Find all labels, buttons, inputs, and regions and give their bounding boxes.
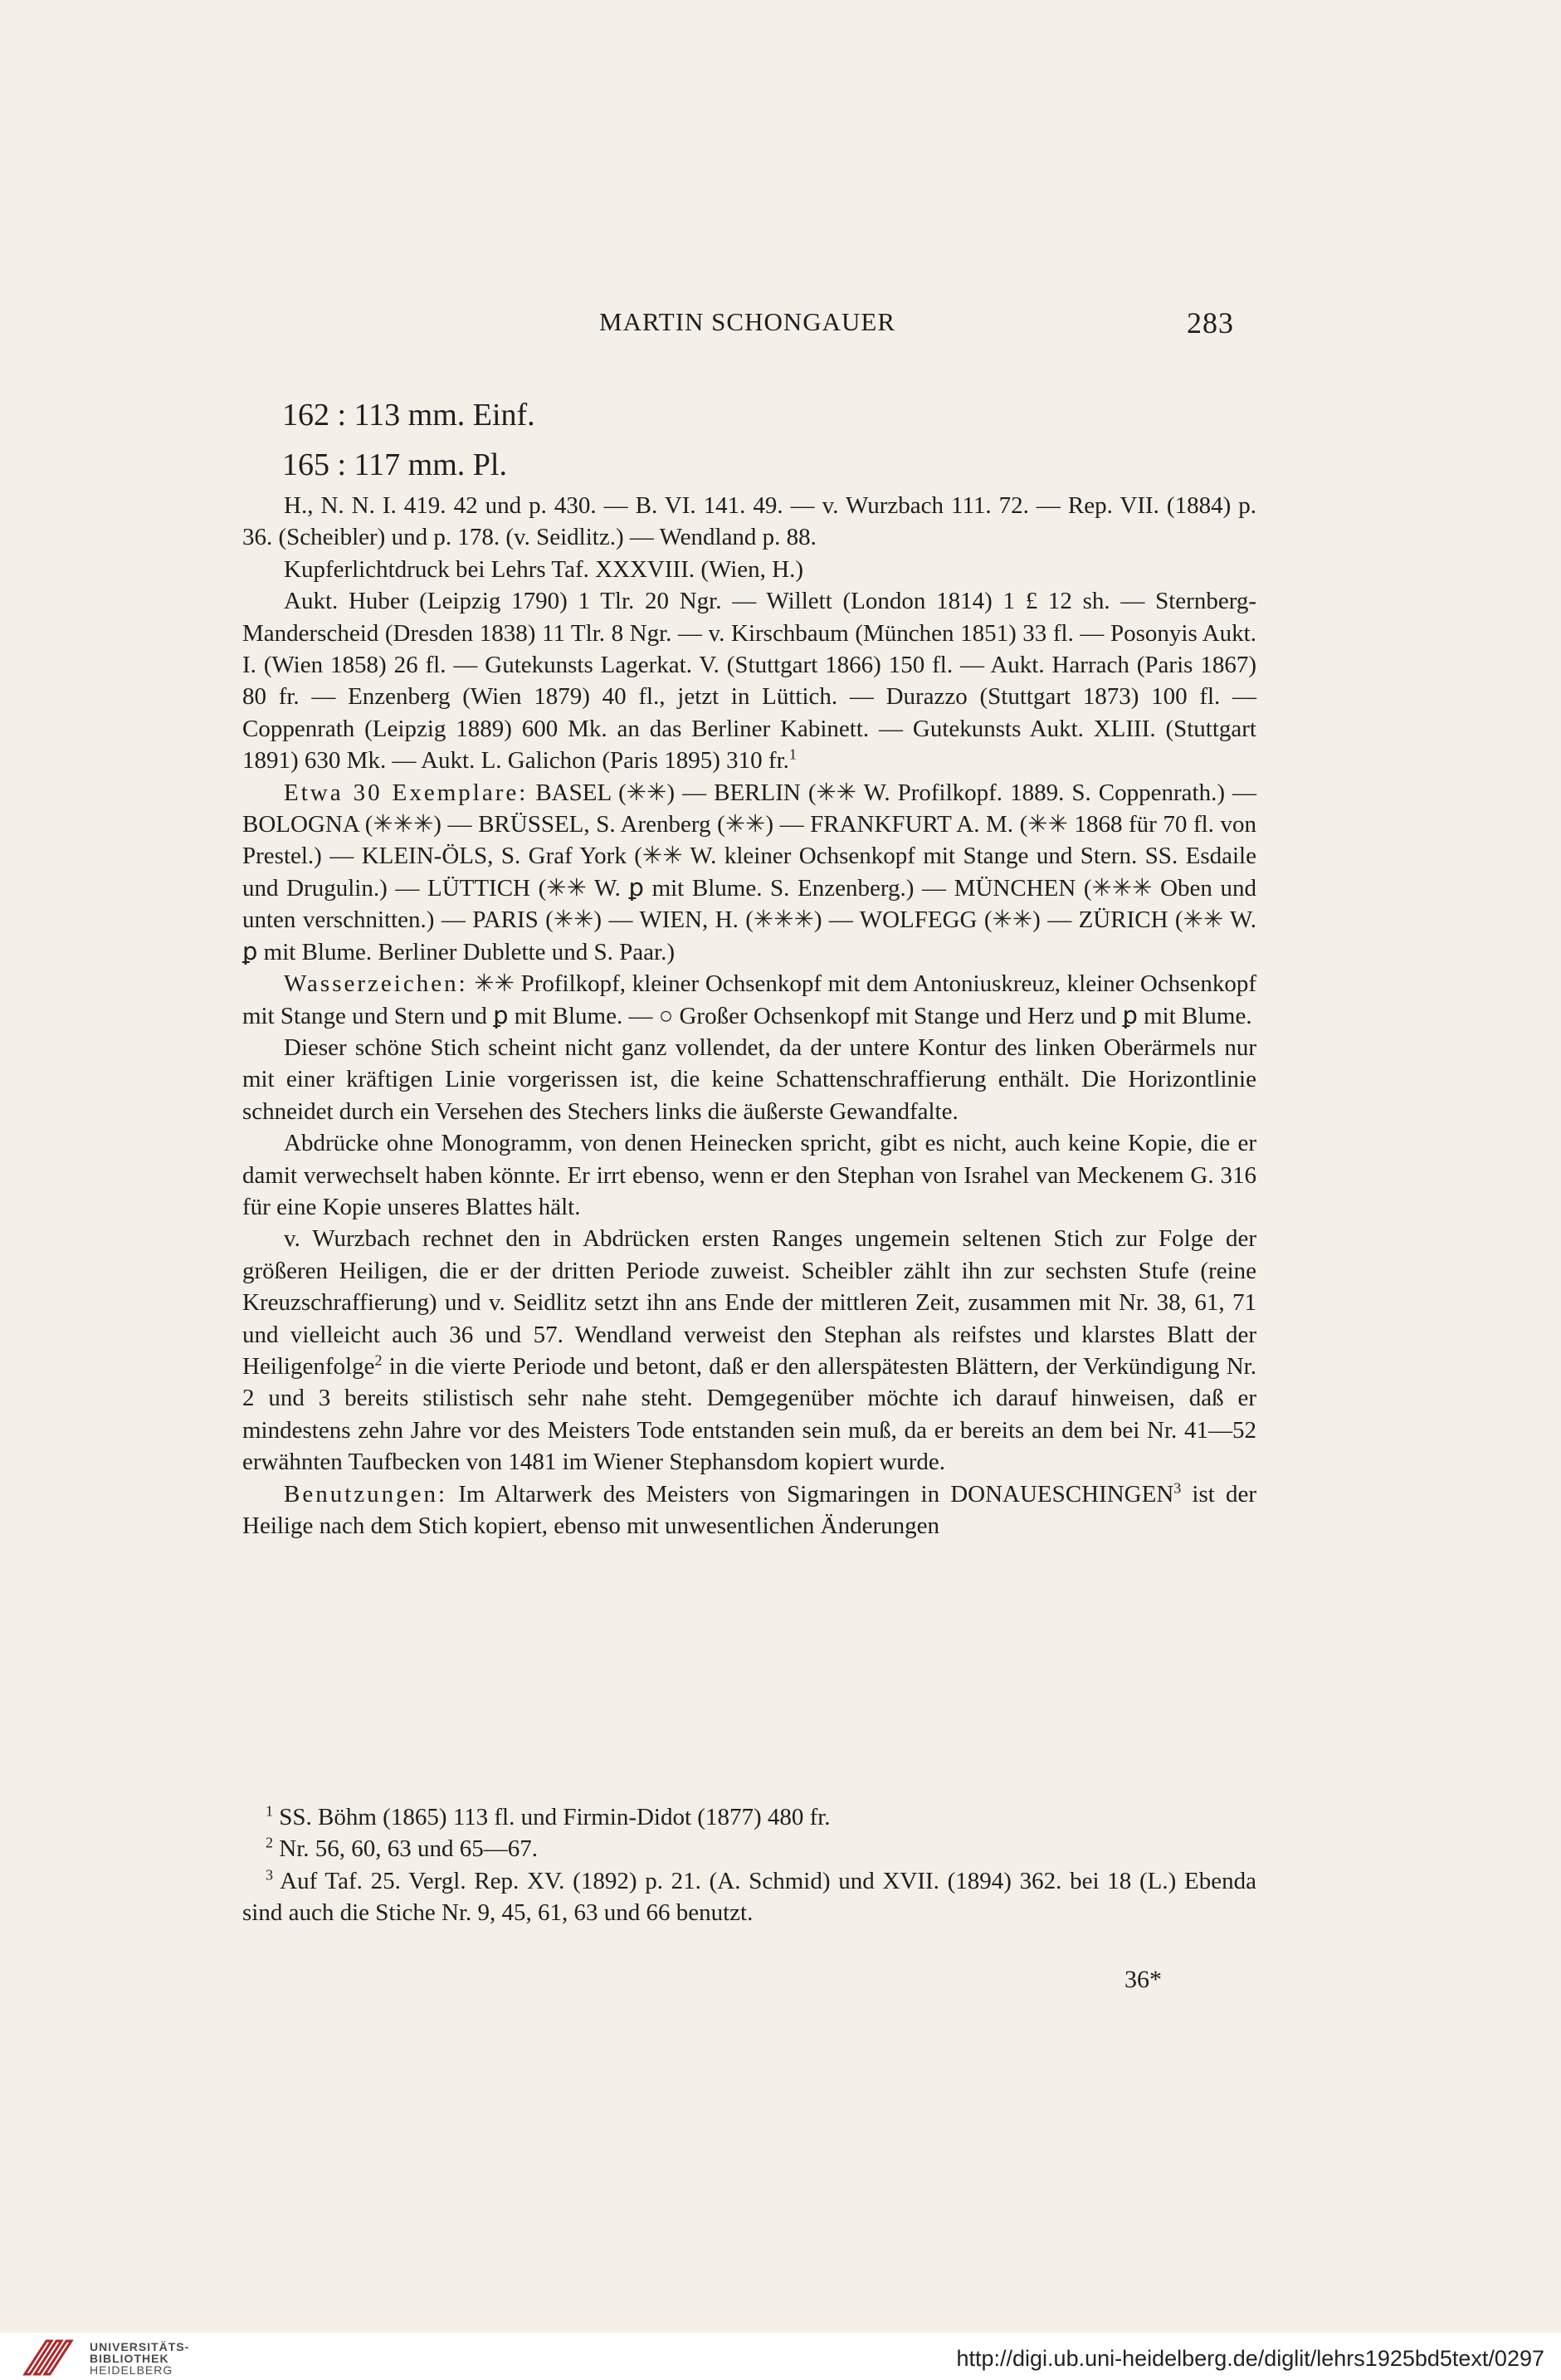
- library-name-line-1: UNIVERSITÄTS-: [90, 2340, 190, 2353]
- footnote-2-number: 2: [266, 1834, 273, 1851]
- footnote-3: [242, 1865, 1256, 1929]
- dimension-line-1: 162 : 113 mm. Einf.: [282, 398, 535, 433]
- watermark-lead: Wasserzeichen:: [284, 970, 468, 998]
- library-name-line-3: HEIDELBERG: [90, 2363, 173, 2377]
- signature-mark: 36*: [1124, 1966, 1162, 1993]
- copies-text: BASEL (✳✳) — BERLIN (✳✳ W. Profilkopf. 1889. S. Coppenrath.) — BOLOGNA (✳✳✳) — BRÜSSEL, S. Arenberg (✳✳) — FRANKFURT A. M. (✳✳ 1868 für 70 fl. von Prestel.) — KLEIN-ÖLS, S. Graf York (✳✳ W. kleiner Ochsenkopf mit Stange und Stern. SS. Esdaile und Drugulin.) — LÜTTICH (✳✳ W. ꝑ mit Blume. S. Enzenberg.) — MÜNCHEN (✳✳✳ Oben und unten verschnitten.) — PARIS (✳✳) — WIEN, H. (✳✳✳) — WOLFEGG (✳✳) — ZÜRICH (✳✳ W. ꝑ mit Blume. Berliner Dublette und S. Paar.): [242, 779, 1257, 965]
- dimension-line-2: 165 : 117 mm. Pl.: [282, 447, 507, 482]
- library-logo-icon: [18, 2336, 76, 2378]
- page-number: 283: [1187, 306, 1234, 340]
- reproduction-paragraph: Kupferlichtdruck bei Lehrs Taf. XXXVIII. (Wien, H.): [284, 555, 803, 583]
- usage-paragraph: [242, 1478, 1256, 1542]
- usage-lead: Benutzungen:: [284, 1480, 448, 1508]
- auction-paragraph: [242, 585, 1256, 776]
- footnotes: [242, 1801, 1256, 1929]
- footnote-3-number: 3: [266, 1866, 273, 1884]
- watermark-paragraph: [242, 968, 1256, 1032]
- footnote-ref-1: 1: [788, 745, 797, 763]
- footnote-ref-2: 2: [374, 1351, 383, 1369]
- body-text: [242, 490, 1256, 1542]
- usage-text-a: Im Altarwerk des Meisters von Sigmaringen in DONAUESCHINGEN: [458, 1480, 1174, 1508]
- dating-paragraph: [242, 1223, 1256, 1478]
- running-title: MARTIN SCHONGAUER: [599, 307, 896, 336]
- impressions-paragraph: Abdrücke ohne Monogramm, von denen Heinecken spricht, gibt es nicht, auch keine Kopie, die er damit verwechselt haben könnte. Er irrt ebenso, wenn er den Stephan von Israhel van Meckenem G. 316 für eine Kopie unseres Blattes hält.: [242, 1130, 1256, 1220]
- references-paragraph: H., N. N. I. 419. 42 und p. 430. — B. VI. 141. 49. — v. Wurzbach 111. 72. — Rep. VII. (1884) p. 36. (Scheibler) und p. 178. (v. Seidlitz.) — Wendland p. 88.: [242, 492, 1256, 551]
- description-paragraph: Dieser schöne Stich scheint nicht ganz vollendet, da der untere Kontur des linken Oberärmels nur mit einer kräftigen Linie vorgerissen ist, die keine Schattenschraffierung enthält. Die Horizontlinie schneidet durch ein Versehen des Stechers links die äußerste Gewandfalte.: [242, 1034, 1256, 1125]
- auction-text: Aukt. Huber (Leipzig 1790) 1 Tlr. 20 Ngr. — Willett (London 1814) 1 £ 12 sh. — Sternberg-Manderscheid (Dresden 1838) 11 Tlr. 8 Ngr. — v. Kirschbaum (München 1851) 33 fl. — Posonyis Aukt. I. (Wien 1858) 26 fl. — Gutekunsts Lagerkat. V. (Stuttgart 1866) 150 fl. — Aukt. Harrach (Paris 1867) 80 fr. — Enzenberg (Wien 1879) 40 fl., jetzt in Lüttich. — Durazzo (Stuttgart 1873) 100 fl. — Coppenrath (Leipzig 1889) 600 Mk. an das Berliner Kabinett. — Gutekunsts Aukt. XLIII. (Stuttgart 1891) 630 Mk. — Aukt. L. Galichon (Paris 1895) 310 fr.: [242, 588, 1256, 775]
- dating-text-a: v. Wurzbach rechnet den in Abdrücken ersten Ranges ungemein seltenen Stich zur Folge der größeren Heiligen, die er der dritten Periode zuweist. Scheibler zählt ihn zur sechsten Stufe (reine Kreuzschraffierung) und v. Seidlitz setzt ihn ans Ende der mittleren Zeit, zusammen mit Nr. 38, 61, 71 und vielleicht auch 36 und 57. Wendland verweist den Stephan als reifstes und klarstes Blatt der Heiligenfolge: [242, 1225, 1256, 1380]
- footnote-2-text: Nr. 56, 60, 63 und 65—67.: [273, 1835, 538, 1863]
- footnote-1-text: SS. Böhm (1865) 113 fl. und Firmin-Didot (1877) 480 fr.: [273, 1804, 831, 1830]
- source-url-link[interactable]: http://digi.ub.uni-heidelberg.de/diglit/lehrs1925bd5text/0297: [956, 2346, 1544, 2371]
- dating-text-b: in die vierte Periode und betont, daß er den allerspätesten Blättern, der Verkündigung Nr. 2 und 3 bereits stilistisch sehr nahe steht. Demgegenüber möchte ich darauf hinweisen, daß er mindestens zehn Jahre vor des Meisters Tode entstanden sein muß, da er bereits an dem bei Nr. 41—52 erwähnten Taufbecken von 1481 im Wiener Stephansdom kopiert wurde.: [242, 1352, 1256, 1476]
- footnote-3-text: Auf Taf. 25. Vergl. Rep. XV. (1892) p. 21. (A. Schmid) und XVII. (1894) 362. bei 18 (L.) Ebenda sind auch die Stiche Nr. 9, 45, 61, 63 und 66 benutzt.: [242, 1867, 1256, 1927]
- watermark-text: ✳✳ Profilkopf, kleiner Ochsenkopf mit dem Antoniuskreuz, kleiner Ochsenkopf mit Stange und Stern und ꝑ mit Blume. — ○ Großer Ochsenkopf mit Stange und Herz und ꝑ mit Blume.: [242, 970, 1257, 1029]
- dimensions-block: [282, 390, 535, 490]
- footnote-2: [242, 1833, 1256, 1864]
- library-name-line-2: BIBLIOTHEK: [90, 2352, 169, 2365]
- footer-bar: [0, 2333, 1561, 2380]
- footnote-1: [242, 1801, 1256, 1833]
- footnote-ref-3: 3: [1173, 1478, 1182, 1496]
- library-name: [90, 2341, 189, 2376]
- copies-lead: Etwa 30 Exemplare:: [284, 779, 529, 806]
- footnote-1-number: 1: [266, 1802, 273, 1820]
- usage-text-b: ist der Heilige nach dem Stich kopiert, ebenso mit unwesentlichen Änderungen: [242, 1480, 1256, 1539]
- copies-paragraph: [242, 777, 1256, 968]
